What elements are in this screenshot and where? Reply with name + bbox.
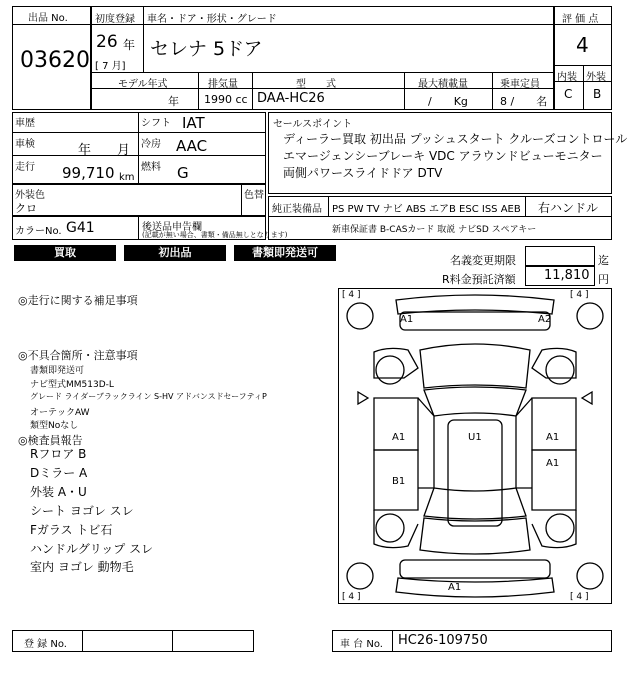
damage-mark: A1 — [546, 432, 560, 443]
tire-front-left: [ 4 ] — [342, 290, 361, 300]
defects-title: ◎不具合箇所・注意事項 — [18, 349, 138, 362]
exterior-label: 外装 — [586, 72, 606, 83]
damage-mark: A1 — [400, 314, 414, 325]
load-label: 最大積載量 — [418, 79, 468, 90]
report-item: Fガラス トビ石 — [30, 523, 113, 537]
capacity-label: 乗車定員 — [500, 79, 540, 90]
damage-mark: A2 — [538, 314, 552, 325]
car-name: セレナ 5ドア — [150, 38, 263, 60]
score-value: 4 — [576, 33, 589, 57]
defect-item: 書類即発送可 — [30, 366, 85, 376]
lot-label: 出品 No. — [28, 13, 68, 24]
first-reg-label: 初度登録 — [95, 14, 135, 25]
history-label: 車歴 — [15, 118, 35, 129]
reg-year: 26 — [96, 32, 118, 52]
inspector-title: ◎検査員報告 — [18, 434, 83, 447]
fuel-label: 燃料 — [141, 162, 161, 173]
ext-color-box — [12, 184, 266, 216]
type-label: 型 式 — [296, 79, 336, 90]
tire-rear-left: [ 4 ] — [342, 592, 361, 602]
report-item: シート ヨゴレ スレ — [30, 504, 134, 518]
displacement-label: 排気量 — [208, 79, 238, 90]
ext-color-label: 外装色 — [15, 190, 45, 201]
rename-deadline-field — [525, 246, 595, 266]
capacity-value: 8 / 名 — [500, 95, 548, 108]
interior-grade: C — [564, 87, 573, 101]
ac-label: 冷房 — [141, 139, 161, 150]
driving-notes-title: ◎走行に関する補足事項 — [18, 294, 138, 307]
car-damage-diagram — [338, 288, 612, 604]
ext-color-value: クロ — [15, 202, 37, 215]
specs-box — [12, 112, 266, 184]
exterior-grade: B — [593, 87, 602, 101]
damage-mark: U1 — [468, 432, 482, 443]
defect-item: ナビ型式MM513D-L — [30, 380, 114, 390]
inspection-value: 年 月 — [78, 143, 131, 158]
tire-rear-right: [ 4 ] — [570, 592, 589, 602]
report-item: 外装 A・U — [30, 485, 87, 499]
shift-value: IAT — [182, 114, 205, 132]
rename-deadline-unit: 迄 — [598, 254, 609, 267]
ac-value: AAC — [176, 137, 208, 155]
lot-number: 03620 — [20, 48, 90, 73]
defect-item: 類型Noなし — [30, 421, 79, 431]
defect-item: オーテックAW — [30, 408, 90, 418]
damage-mark: B1 — [392, 476, 406, 487]
damage-mark: A1 — [392, 432, 406, 443]
badge-purchase: 買取 — [14, 245, 116, 261]
mileage-unit: km — [119, 172, 135, 183]
tire-front-right: [ 4 ] — [570, 290, 589, 300]
car-outline — [338, 288, 612, 604]
mileage-value: 99,710 — [62, 164, 115, 182]
reg-no-label: 登 録 No. — [24, 639, 67, 650]
damage-mark: A1 — [546, 458, 560, 469]
reg-year-unit: 年 — [123, 38, 136, 52]
equipment-extra: 新車保証書 B-CASカード 取説 ナビSD スペアキー — [332, 225, 537, 235]
report-item: Rフロア B — [30, 447, 87, 461]
displacement-value: 1990 cc — [204, 93, 248, 106]
color-no-value: G41 — [66, 220, 95, 236]
model-year-value: 年 — [168, 95, 179, 108]
badge-first-listing: 初出品 — [124, 245, 226, 261]
drive-side: 右ハンドル — [538, 201, 599, 215]
sales-line-3: 両側パワースライドドア DTV — [283, 166, 443, 180]
color-change-label: 色替 — [244, 190, 264, 201]
badge-docs-ready: 書類即発送可 — [234, 245, 336, 261]
report-item: 室内 ヨゴレ 動物毛 — [30, 560, 134, 574]
aftermarket-note: (記載が無い場合、書類・備品無しとなります) — [142, 231, 288, 239]
type-value: DAA-HC26 — [257, 91, 325, 106]
defect-item: グレード ライダーブラックライン S-HV アドバンスドセーフティP — [30, 392, 267, 401]
load-value: / Kg — [428, 95, 468, 108]
chassis-no-label: 車 台 No. — [340, 639, 383, 650]
score-label: 評 価 点 — [562, 14, 599, 25]
chassis-no-value: HC26-109750 — [398, 633, 488, 648]
sales-line-2: エマージェンシーブレーキ VDC アラウンドビューモニター — [283, 149, 603, 163]
equipment-items: PS PW TV ナビ ABS エアB ESC ISS AEB — [332, 204, 521, 215]
damage-mark: A1 — [448, 582, 462, 593]
report-item: Dミラー A — [30, 466, 88, 480]
rename-deadline-label: 名義変更期限 — [450, 254, 516, 267]
recycle-fee-value: 11,810 — [544, 268, 590, 283]
model-year-label: モデル年式 — [118, 79, 168, 90]
sales-points-title: セールスポイント — [273, 119, 353, 130]
recycle-fee-unit: 円 — [598, 273, 609, 286]
aftermarket-label: 後送品申告欄 — [142, 222, 202, 233]
inspection-label: 車検 — [15, 139, 35, 150]
fuel-value: G — [177, 164, 189, 182]
reg-month: [ 7 月] — [95, 61, 126, 72]
color-no-label: カラーNo. — [15, 226, 62, 237]
equipment-label: 純正装備品 — [272, 204, 322, 215]
interior-label: 内装 — [557, 72, 577, 83]
recycle-fee-label: R料金預託済額 — [442, 273, 516, 286]
car-name-label: 車名・ドア・形状・グレード — [147, 14, 277, 25]
mileage-label: 走行 — [15, 162, 35, 173]
report-item: ハンドルグリップ スレ — [30, 542, 154, 556]
sales-line-1: ディーラー買取 初出品 プッシュスタート クルーズコントロール — [283, 132, 628, 146]
shift-label: シフト — [141, 118, 171, 129]
